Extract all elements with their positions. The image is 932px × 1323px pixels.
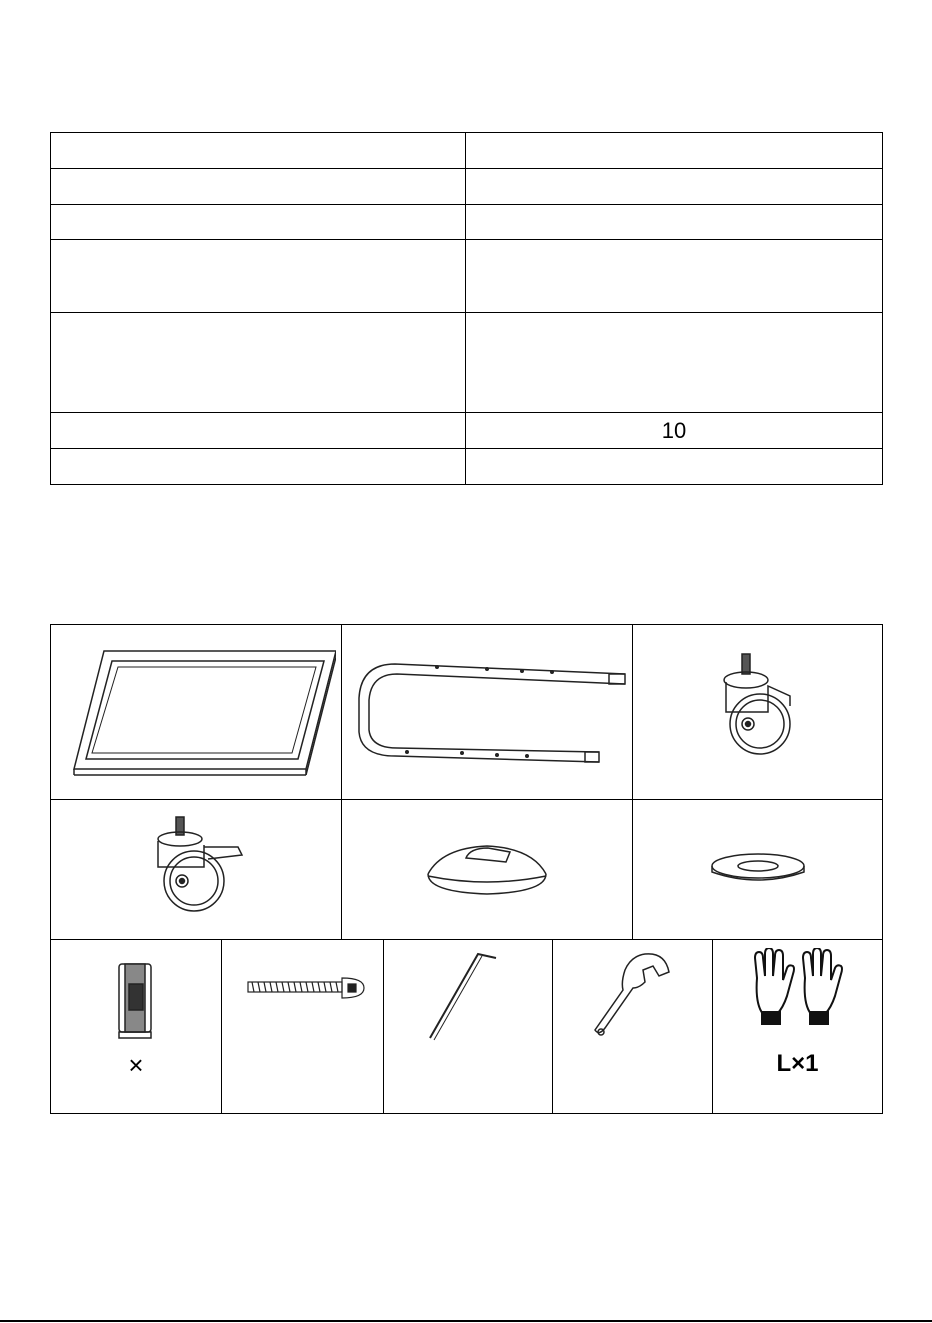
- foot-cap-icon: [422, 840, 552, 900]
- clip-nut-multiplier: ×: [128, 1050, 144, 1080]
- spec-row: [51, 449, 883, 485]
- spec-row: [51, 169, 883, 205]
- footer-rule: [0, 1320, 932, 1322]
- part-cell-clip-nut: [51, 940, 222, 1114]
- part-cell-frame: [51, 625, 342, 800]
- spec-cell-label: [51, 449, 466, 485]
- spec-row: [51, 240, 883, 313]
- spec-cell-label: [51, 169, 466, 205]
- gloves-icon: [749, 948, 849, 1034]
- part-cell-foot-cap: [342, 800, 633, 940]
- spec-cell-label: [51, 205, 466, 240]
- spec-cell-value: [466, 133, 883, 169]
- braked-caster-wheel-icon: [146, 815, 246, 925]
- parts-row: [50, 799, 883, 940]
- part-cell-hex-key: [384, 940, 553, 1114]
- gloves-quantity: L×1: [776, 1050, 819, 1077]
- bolt-icon: [246, 974, 366, 1004]
- hex-key-icon: [428, 948, 508, 1048]
- spec-cell-label: [51, 413, 466, 449]
- clip-nut-icon: [111, 960, 161, 1040]
- part-cell-u-frame: [342, 625, 633, 800]
- parts-row: [50, 939, 883, 1114]
- spec-cell-value: [466, 313, 883, 413]
- parts-row: [50, 624, 883, 800]
- spec-row: [51, 313, 883, 413]
- part-cell-caster: [633, 625, 883, 800]
- caster-wheel-icon: [718, 652, 798, 772]
- spec-cell-label: [51, 313, 466, 413]
- spec-cell-label: [51, 240, 466, 313]
- spec-row: [51, 205, 883, 240]
- spec-cell-value: 10: [466, 413, 883, 449]
- part-cell-washer: [633, 800, 883, 940]
- spec-table: [50, 132, 883, 485]
- wrench-icon: [593, 948, 673, 1044]
- washer-icon: [708, 850, 808, 890]
- part-cell-wrench: [553, 940, 713, 1114]
- frame-tray-icon: [56, 647, 336, 777]
- spec-cell-label: [51, 133, 466, 169]
- part-cell-gloves: [713, 940, 883, 1114]
- spec-row: [51, 413, 883, 449]
- part-cell-bolt: [222, 940, 384, 1114]
- u-bar-frame-icon: [347, 652, 627, 772]
- spec-row: [51, 133, 883, 169]
- spec-cell-value: [466, 169, 883, 205]
- part-cell-braked-caster: [51, 800, 342, 940]
- spec-cell-value: [466, 240, 883, 313]
- spec-cell-value: [466, 449, 883, 485]
- spec-cell-value: [466, 205, 883, 240]
